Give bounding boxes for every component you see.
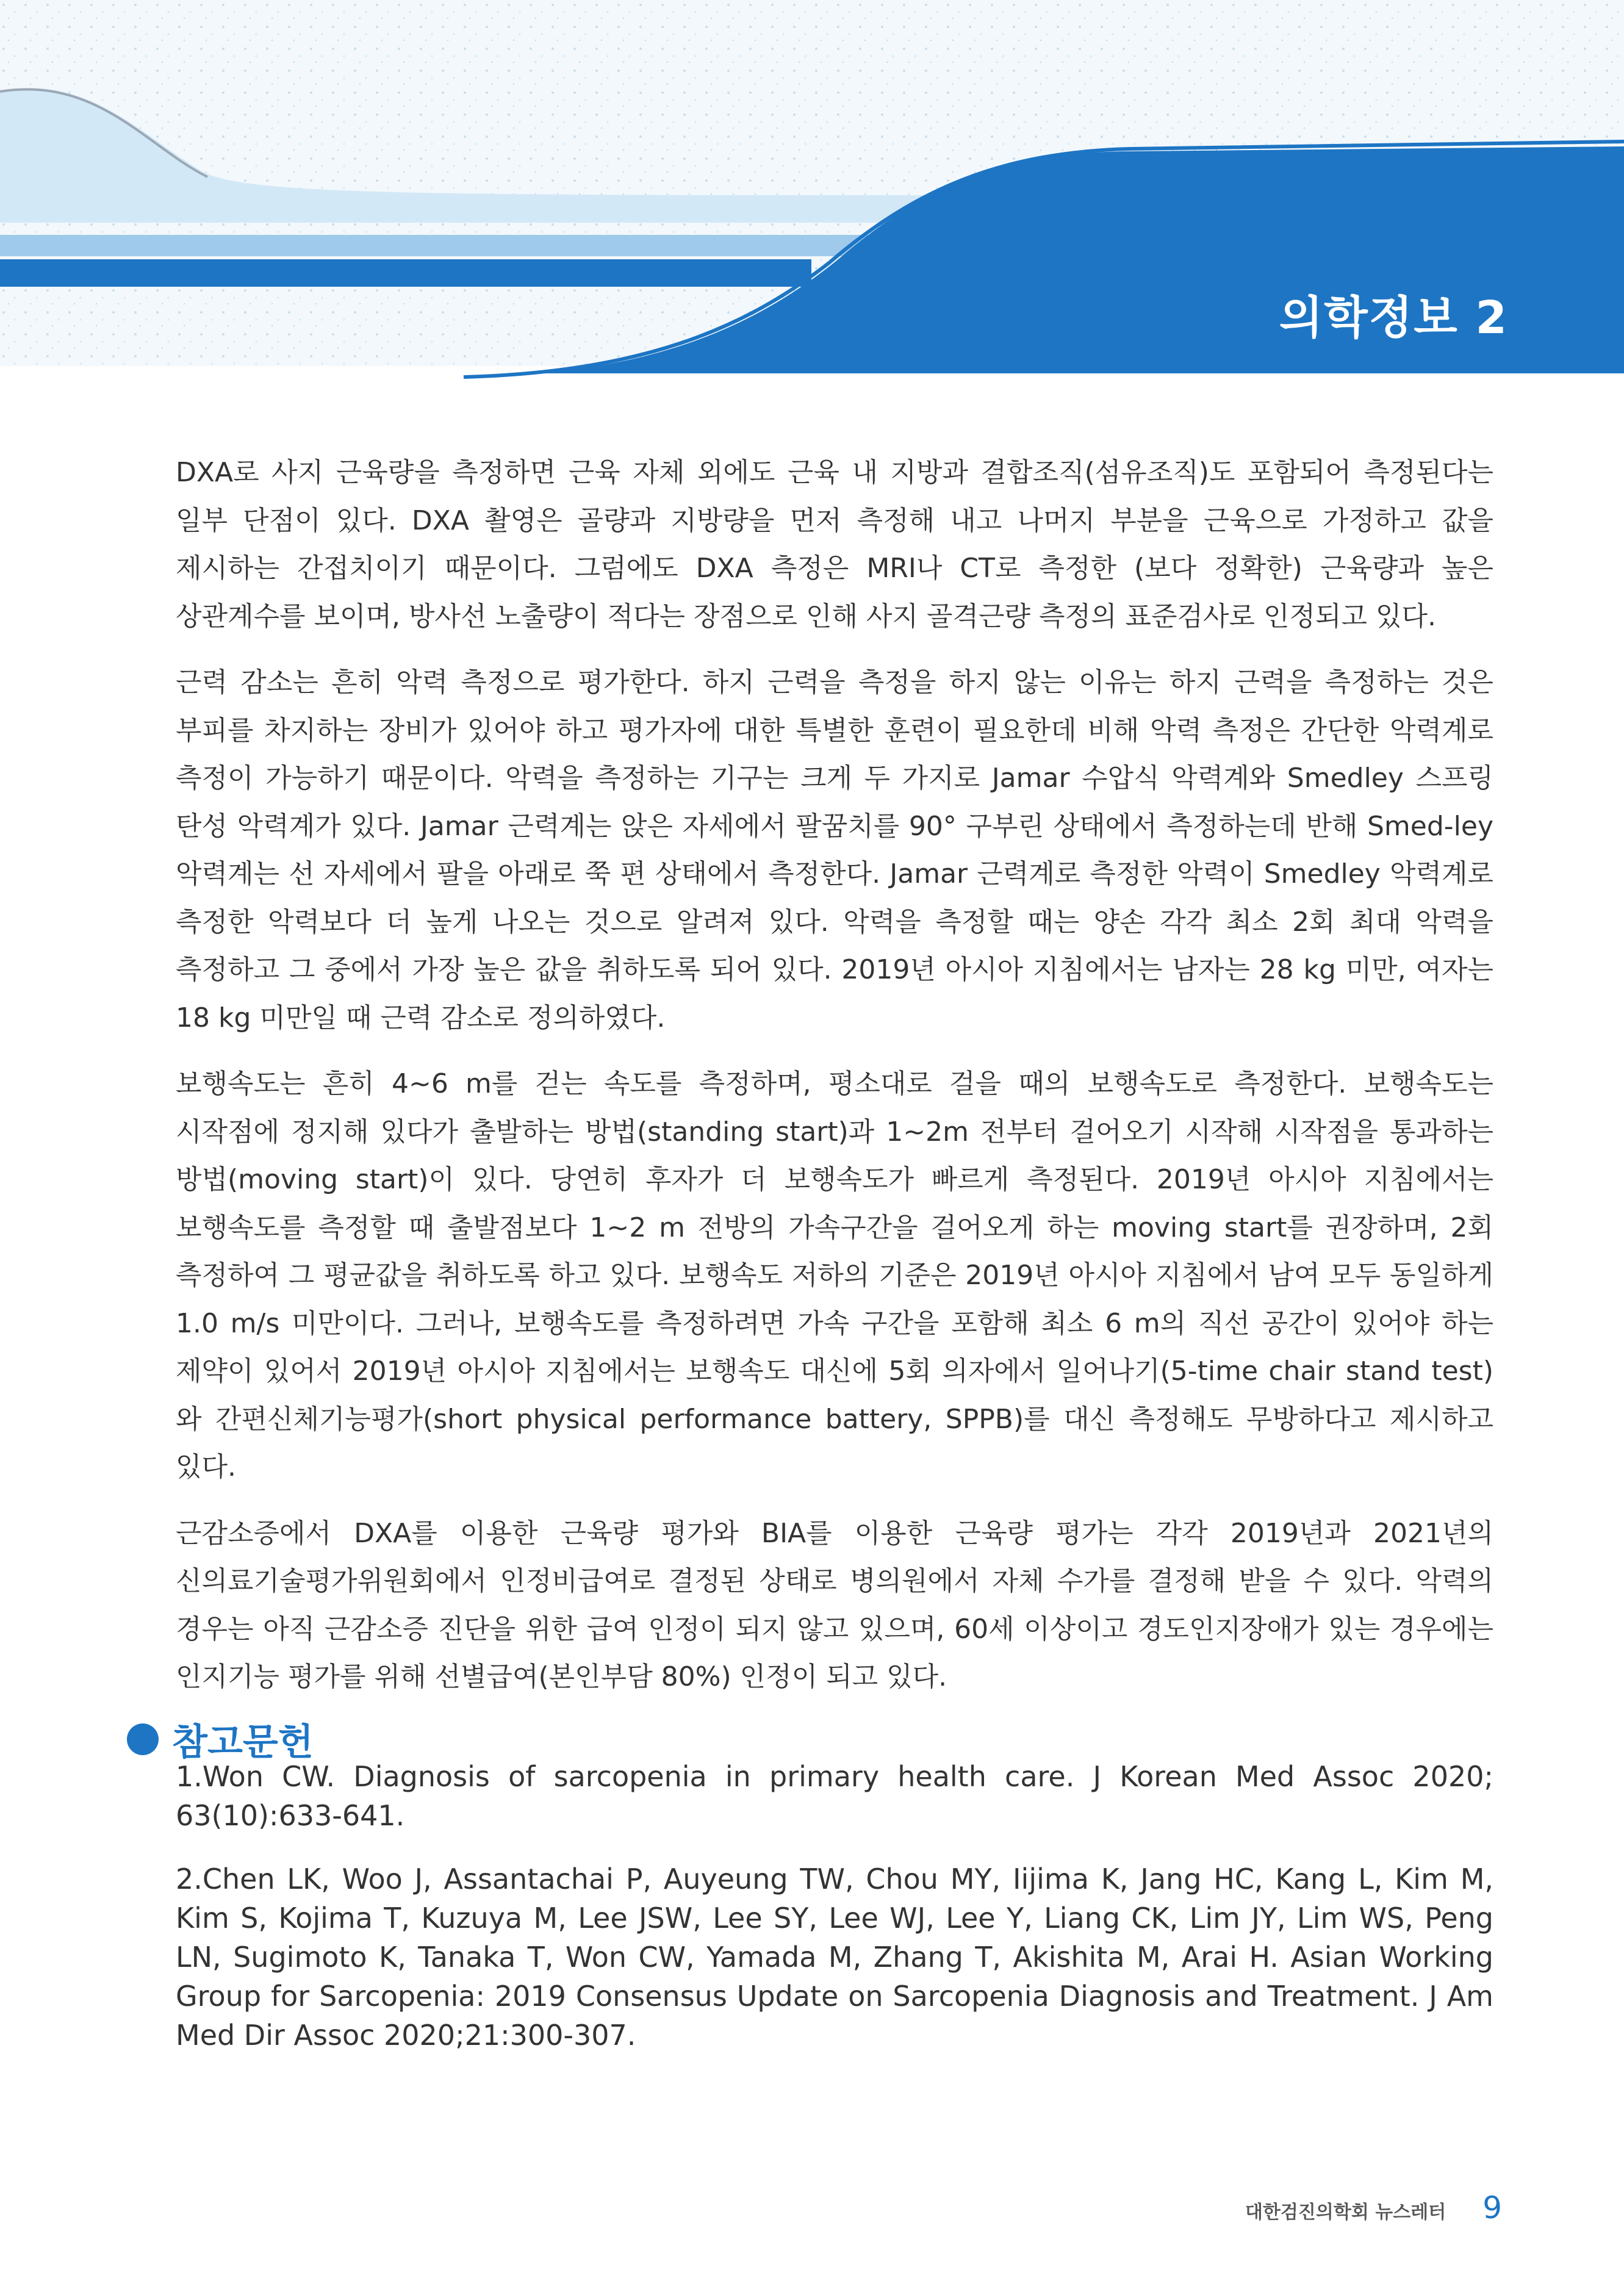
article-body: [176, 449, 1493, 1720]
paragraph-gait-speed: 보행속도는 흔히 4~6 m를 걷는 속도를 측정하며, 평소대로 걸을 때의 보행속도로 측정한다. 보행속도는 시작점에 정지해 있다가 출발하는 방법(standing start)과 1~2m 전부터 걸어오기 시작해 시작점을 통과하는 방법(moving start)이 있다. 당연히 후자가 더 보행속도가 빠르게 측정된다. 2019년 아시아 지침에서는 보행속도를 측정할 때 출발점보다 1~2 m 전방의 가속구간을 걸어오게 하는 moving start를 권장하며, 2회 측정하여 그 평균값을 취하도록 하고 있다. 보행속도 저하의 기준은 2019년 아시아 지침에서 남여 모두 동일하게 1.0 m/s 미만이다. 그러나, 보행속도를 측정하려면 가속 구간을 포함해 최소 6 m의 직선 공간이 있어야 하는 제약이 있어서 2019년 아시아 지침에서는 보행속도 대신에 5회 의자에서 일어나기(5-time chair stand test)와 간편신체기능평가(short physical performance battery, SPPB)를 대신 측정해도 무방하다고 제시하고 있다.: [176, 1068, 1493, 1482]
paragraph-reimbursement: 근감소증에서 DXA를 이용한 근육량 평가와 BIA를 이용한 근육량 평가는 각각 2019년과 2021년의 신의료기술평가위원회에서 인정비급여로 결정된 상태로 병의원에서 자체 수가를 결정해 받을 수 있다. 악력의 경우는 아직 근감소증 진단을 위한 급여 인정이 되지 않고 있으며, 60세 이상이고 경도인지장애가 있는 경우에는 인지기능 평가를 위해 선별급여(본인부담 80%) 인정이 되고 있다.: [176, 1517, 1493, 1692]
references-title: 참고문헌: [172, 1721, 314, 1764]
page-header-banner: [0, 0, 1624, 390]
reference-item: 2.Chen LK, Woo J, Assantachai P, Auyeung TW, Chou MY, Iijima K, Jang HC, Kang L, Kim M, Kim S, Kojima T, Kuzuya M, Lee JSW, Lee SY, Lee WJ, Lee Y, Liang CK, Lim JY, Lim WS, Peng LN, Sugimoto K, Tanaka T, Won CW, Yamada M, Zhang T, Akishita M, Arai H. Asian Working Group for Sarcopenia: 2019 Consensus Update on Sarcopenia Diagnosis and Treatment. J Am Med Dir Assoc 2020;21:300-307.: [176, 1863, 1493, 2052]
page-footer: [1245, 2190, 1502, 2226]
references-list: [176, 1757, 1493, 2079]
publication-name: 대한검진의학회 뉴스레터: [1245, 2202, 1446, 2223]
reference-item: 1.Won CW. Diagnosis of sarcopenia in primary health care. J Korean Med Assoc 2020; 63(10):633-641.: [176, 1760, 1493, 1832]
paragraph-dxa: DXA로 사지 근육량을 측정하면 근육 자체 외에도 근육 내 지방과 결합조직(섬유조직)도 포함되어 측정된다는 일부 단점이 있다. DXA 촬영은 골량과 지방량을 먼저 측정해 내고 나머지 부분을 근육으로 가정하고 값을 제시하는 간접치이기 때문이다. 그럼에도 DXA 측정은 MRI나 CT로 측정한 (보다 정확한) 근육량과 높은 상관계수를 보이며, 방사선 노출량이 적다는 장점으로 인해 사지 골격근량 측정의 표준검사로 인정되고 있다.: [176, 457, 1493, 632]
bullet-circle-icon: [127, 1723, 159, 1755]
paragraph-grip-strength: 근력 감소는 흔히 악력 측정으로 평가한다. 하지 근력을 측정을 하지 않는 이유는 하지 근력을 측정하는 것은 부피를 차지하는 장비가 있어야 하고 평가자에 대한 특별한 훈련이 필요한데 비해 악력 측정은 간단한 악력계로 측정이 가능하기 때문이다. 악력을 측정하는 기구는 크게 두 가지로 Jamar 수압식 악력계와 Smedley 스프링 탄성 악력계가 있다. Jamar 근력계는 앉은 자세에서 팔꿈치를 90° 구부린 상태에서 측정하는데 반해 Smed-ley 악력계는 선 자세에서 팔을 아래로 쭉 편 상태에서 측정한다. Jamar 근력계로 측정한 악력이 Smedley 악력계로 측정한 악력보다 더 높게 나오는 것으로 알려져 있다. 악력을 측정할 때는 양손 각각 최소 2회 최대 악력을 측정하고 그 중에서 가장 높은 값을 취하도록 되어 있다. 2019년 아시아 지침에서는 남자는 28 kg 미만, 여자는 18 kg 미만일 때 근력 감소로 정의하였다.: [176, 667, 1493, 1033]
page-number: 9: [1482, 2190, 1502, 2226]
section-title: 의학정보 2: [1279, 292, 1508, 344]
